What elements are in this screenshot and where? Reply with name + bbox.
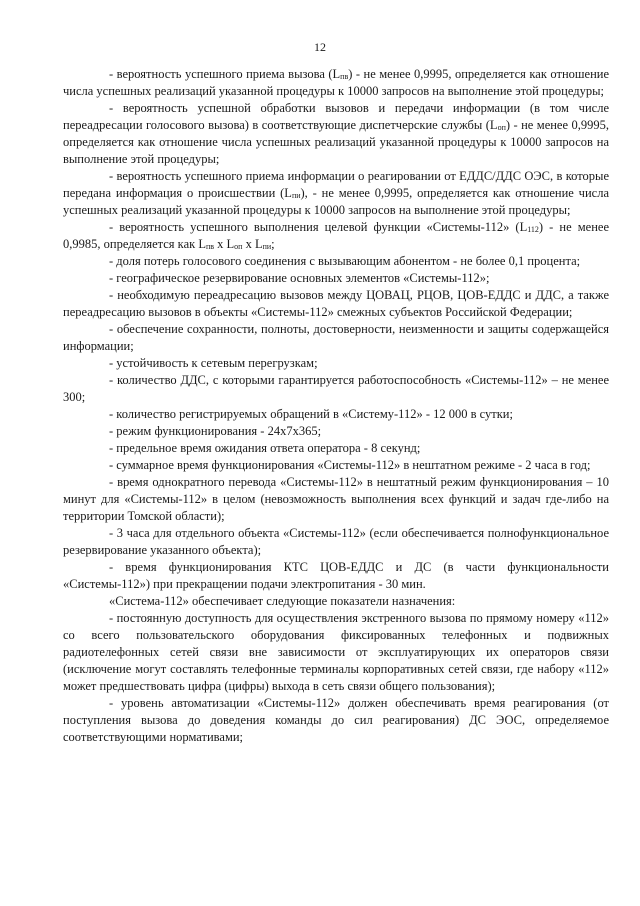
paragraph: «Система-112» обеспечивает следующие показатели назначения: [109,594,456,608]
paragraph: - вероятность успешной обработки вызовов и передачи информации (в том числе переадресации голосового вызова) в соответствующие диспетчерские службы $(L_{оп})$ - не менее 0,9995, определяется как отношение числа успешных реализаций указанной процедуры к 10000 запросов на выполнение этой процедуры; [63,101,609,166]
paragraph: - обеспечение сохранности, полноты, достоверности, неизменности и защиты содержащейся информации; [63,322,609,353]
page-number: 12 [314,40,326,54]
paragraph: - постоянную доступность для осуществления экстренного вызова по прямому номеру «112» со всего пользовательского оборудования фиксированных телефонных и подвижных радиотелефонных сетей связи вне зависимости от эксплуатирующих их операторов связи (исключение могут составлять телефонные терминалы корпоративных сетей связи, где набору «112» может предшествовать цифра (цифры) выхода в сеть связи общего пользования); [63,611,609,693]
paragraph: - суммарное время функционирования «Системы-112» в нештатном режиме - 2 часа в год; [109,458,591,472]
paragraph: - необходимую переадресацию вызовов между ЦОВАЦ, РЦОВ, ЦОВ-ЕДДС и ДДС, а также переадресацию вызовов в объекты «Системы-112» смежных субъектов Российской Федерации; [63,288,609,319]
paragraph: - доля потерь голосового соединения с вызывающим абонентом - не более 0,1 процента; [109,254,581,268]
paragraph: - вероятность успешного приема информации о реагировании от ЕДДС/ДДС ОЭС, в которые передана информация о происшествии $(L_{пи})$, - не менее 0,9995, определяется как отношение числа успешных реализаций указанной процедуры к 10000 запросов на выполнение этой процедуры; [63,169,609,217]
paragraph: - вероятность успешного приема вызова $(L_{пв})$ - не менее 0,9995, определяется как отношение числа успешных реализаций указанной процедуры к 10000 запросов на выполнение этой процедуры; [63,67,609,98]
paragraph: - уровень автоматизации «Системы-112» должен обеспечивать время реагирования (от поступления вызова до доведения команды до сил реагирования) ДС ЭОС, определяемое соответствующими нормативами; [63,696,609,744]
paragraph: - количество ДДС, с которыми гарантируется работоспособность «Системы-112» – не менее 300; [63,373,609,404]
paragraph: - вероятность успешного выполнения целевой функции «Системы-112» $(L_{112})$ - не менее 0,9985, определяется как $L_{пв}$ x $L_{оп}$ x $L_{пи}$; [63,220,609,251]
paragraph: - время функционирования КТС ЦОВ-ЕДДС и ДС (в части функциональности «Системы-112») при прекращении подачи электропитания - 30 мин. [63,560,609,591]
document-body [63,66,609,746]
paragraph: - географическое резервирование основных элементов «Системы-112»; [109,271,490,285]
paragraph: - режим функционирования - 24x7x365; [109,424,322,438]
paragraph: - количество регистрируемых обращений в «Систему-112» - 12 000 в сутки; [109,407,513,421]
paragraph: - устойчивость к сетевым перегрузкам; [109,356,318,370]
paragraph: - 3 часа для отдельного объекта «Системы-112» (если обеспечивается полнофункциональное резервирование указанного объекта); [63,526,609,557]
paragraph: - время однократного перевода «Системы-112» в нештатный режим функционирования – 10 минут для «Системы-112» в целом (невозможность выполнения всех функций и задач где-либо на территории Томской области); [63,475,609,523]
paragraph: - предельное время ожидания ответа оператора - 8 секунд; [109,441,421,455]
